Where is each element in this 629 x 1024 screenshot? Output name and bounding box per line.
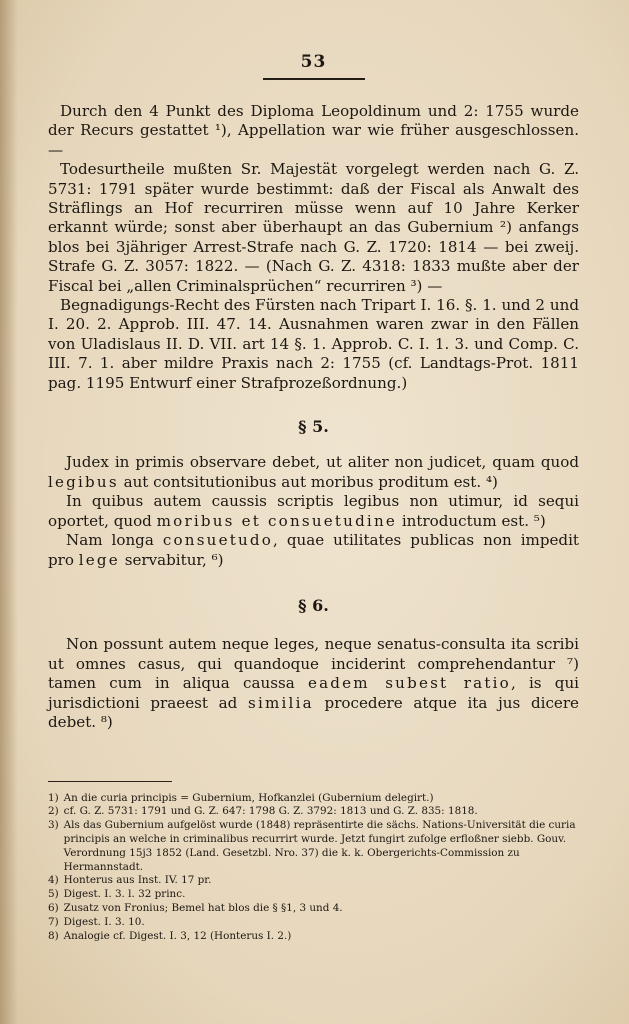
footnote: 2) cf. G. Z. 5731: 1791 und G. Z. 647: 1798 G. Z. 3792: 1813 und G. Z. 835: 1818.	[48, 805, 478, 818]
footnote: 8) Analogie cf. Digest. I. 3, 12 (Honterus I. 2.)	[48, 929, 292, 942]
section-6-paragraph: Non possunt autem neque leges, neque senatus-consulta ita scribi ut omnes casus, qui quandoque inciderint comprehendantur ⁷) tamen cum in aliqua caussa eadem subest ratio, is qui jurisdictioni praeest ad similia procedere atque ita jus dicere debet. ⁸)	[48, 635, 579, 732]
paragraph-recurs: Durch den 4 Punkt des Diploma Leopoldinum und 2: 1755 wurde der Recurs gestattet ¹), Appellation war wie früher ausgeschlossen. —	[48, 102, 579, 159]
section-6-heading: § 6.	[298, 596, 329, 616]
footnote: 5) Digest. I. 3. l. 32 princ.	[48, 888, 186, 901]
paragraph-todesurtheile: Todesurtheile mußten Sr. Majestät vorgelegt werden nach G. Z. 5731: 1791 später wurde bestimmt: daß der Fiscal als Anwalt des Sträflings an Hof recurriren müsse wenn auf 10 Jahre Kerker erkannt würde; sonst aber überhaupt an das Gubernium ²) anfangs blos bei 3jähriger Arrest-Strafe nach G. Z. 1720: 1814 — bei zweij. Strafe G. Z. 3057: 1822. — (Nach G. Z. 4318: 1833 mußte aber der Fiscal bei „allen Criminalsprüchen“ recurriren ³) —	[48, 160, 579, 295]
section-5-heading: § 5.	[298, 417, 329, 437]
footnotes	[48, 792, 579, 944]
footnote: 7) Digest. I. 3. 10.	[48, 915, 145, 928]
section-5-paragraph: Judex in primis observare debet, ut aliter non judicet, quam quod legibus aut contsitutionibus aut moribus proditum est. ⁴)	[48, 453, 579, 491]
footnote: 1) An die curia principis = Gubernium, Hofkanzlei (Gubernium delegirt.)	[48, 791, 434, 804]
footnote: 4) Honterus aus Inst. IV. 17 pr.	[48, 874, 212, 887]
paragraph-begnadigungs-recht: Begnadigungs-Recht des Fürsten nach Tripart I. 16. §. 1. und 2 und I. 20. 2. Approb. III. 47. 14. Ausnahmen waren zwar in den Fällen von Uladislaus II. D. VII. art 14 §. 1. Approb. C. I. 1. 3. und Comp. C. III. 7. 1. aber mildre Praxis nach 2: 1755 (cf. Landtags-Prot. 1811 pag. 1195 Entwurf einer Strafprozeßordnung.)	[48, 296, 579, 392]
section-5-paragraph: In quibus autem caussis scriptis legibus non utimur, id sequi oportet, quod moribus et consuetudine introductum est. ⁵)	[48, 492, 579, 530]
section-5-paragraph: Nam longa consuetudo, quae utilitates publicas non impedit pro lege servabitur, ⁶)	[48, 531, 579, 569]
footnote: 6) Zusatz von Fronius; Bemel hat blos die § §1, 3 und 4.	[48, 901, 343, 914]
section-5-body	[48, 453, 579, 570]
section-6-body	[48, 635, 579, 733]
footnote-rule	[48, 781, 172, 782]
header-rule	[263, 78, 365, 80]
footnote: 3) Als das Gubernium aufgelöst wurde (1848) repräsentirte die sächs. Nations-Universität die curia principis an welche in criminalibus recurrirt wurde. Jetzt fungirt zufolge erfloßner siebb. Gouv. Verordnung 15j3 1852 (Land. Gesetzbl. Nro. 37) die k. k. Obergerichts-Commission zu Hermannstadt.	[48, 819, 576, 873]
page-number: 53	[300, 52, 327, 72]
